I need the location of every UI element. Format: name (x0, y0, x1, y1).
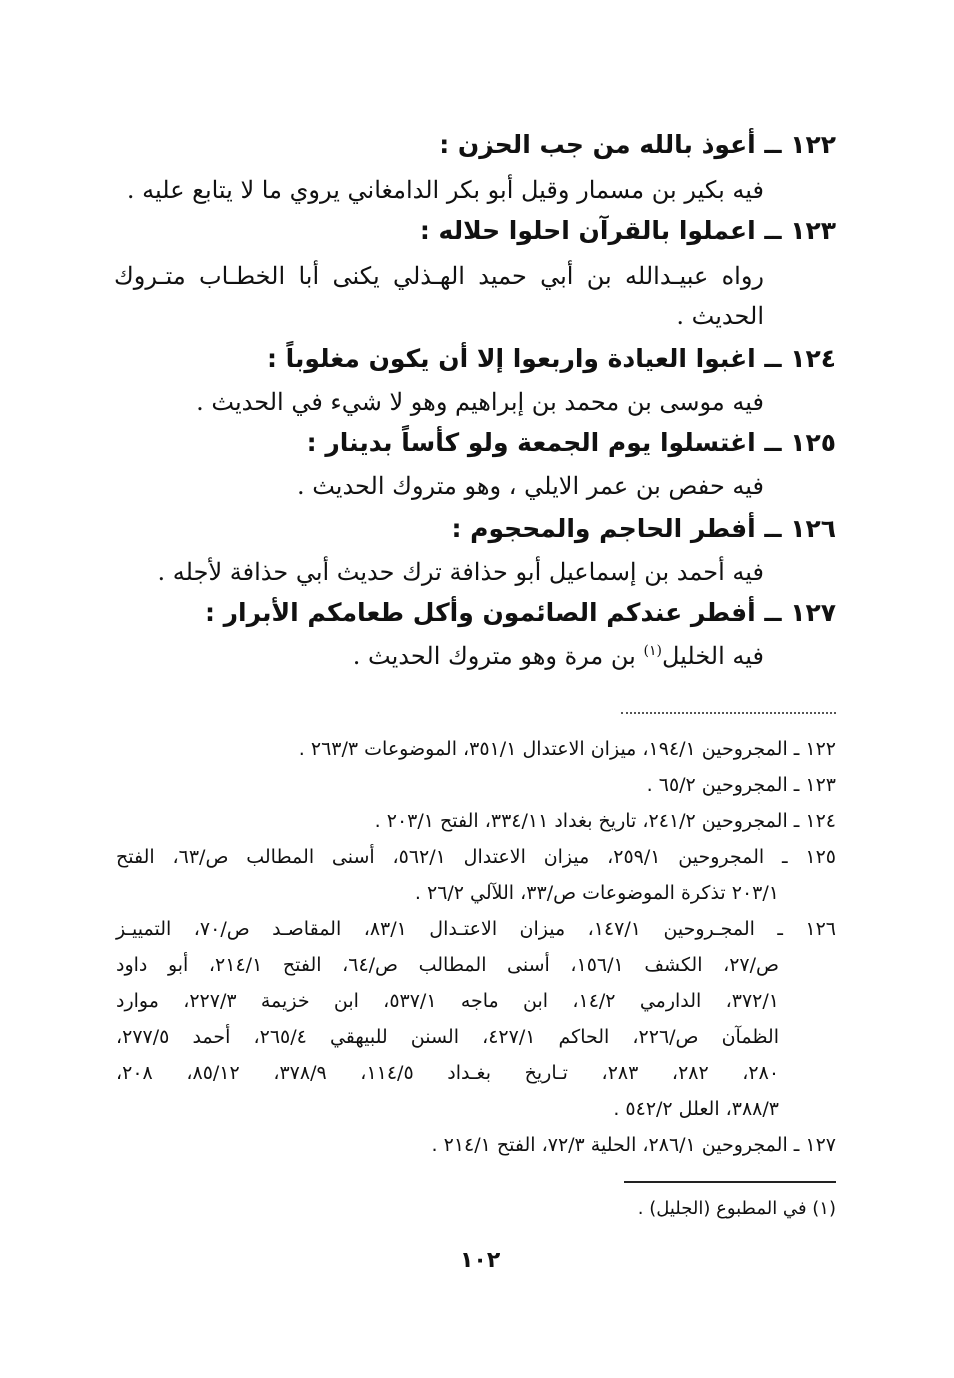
reference-122: ١٢٢ ـ المجروحين ١٩٤/١، ميزان الاعتدال ٣٥١/١، الموضوعات ٢٦٣/٣ . (298, 738, 836, 760)
reference-126-line3: ٣٧٢/١، الدارمي ١٤/٢، ابن ماجه ٥٣٧/١، ابن خزيمة ٢٢٧/٣، موارد (116, 990, 779, 1012)
entry-body-123-line2: الحديث . (676, 302, 764, 330)
entry-body-124: فيه موسى بن محمد بن إبراهيم وهو لا شيء في الحديث . (196, 388, 764, 416)
entry-title-126: ١٢٦ ــ أفطر الحاجم والمحجوم : (451, 514, 836, 543)
reference-126-line4: الظمآن ص/٢٢٦، الحاكم ٤٢٧/١، السنن للبيهقي ٢٦٥/٤، أحمد ٢٧٧/٥، (116, 1026, 779, 1048)
dotted-separator (621, 712, 836, 714)
entry-title-125: ١٢٥ ــ اغتسلوا يوم الجمعة ولو كأساً بدينار : (306, 428, 836, 457)
entry-body-127 (353, 642, 764, 670)
entry-body-127-before: فيه الخليل (661, 642, 764, 670)
entry-body-125: فيه حفص بن عمر الايلي ، وهو متروك الحديث . (296, 472, 764, 500)
reference-126-line6: ٣٨٨/٣، العلل ٥٤٢/٢ . (613, 1098, 779, 1120)
entry-body-127-after: بن مرة وهو متروك الحديث . (352, 642, 644, 670)
footnote-marker: (١) (643, 643, 662, 659)
entry-title-124: ١٢٤ ــ اغبوا العيادة واربعوا إلا أن يكون مغلوباً : (266, 344, 836, 373)
reference-127: ١٢٧ ـ المجروحين ٢٨٦/١، الحلية ٧٢/٣، الفتح ٢١٤/١ . (431, 1134, 836, 1156)
reference-125-line2: ٢٠٣/١ تذكرة الموضوعات ص/٣٣، اللآلي ٢٦/٢ . (414, 882, 779, 904)
reference-124: ١٢٤ ـ المجروحين ٢٤١/٢، تاريخ بغداد ٣٣٤/١١، الفتح ٢٠٣/١ . (374, 810, 836, 832)
footnote: (١) في المطبوع (الجليل) . (637, 1198, 836, 1219)
footnote-rule (624, 1181, 836, 1183)
entry-title-122: ١٢٢ ــ أعوذ بالله من جب الحزن : (439, 130, 836, 159)
reference-126-line2: ص/٢٧، الكشف ١٥٦/١، أسنى المطالب ص/٦٤، الفتح ٢١٤/١، أبو داود (116, 954, 779, 976)
entry-title-123: ١٢٣ ــ اعملوا بالقرآن احلوا حلاله : (419, 216, 836, 245)
entry-body-126: فيه أحمد بن إسماعيل أبو حذافة ترك حديث أبي حذافة لأجله . (157, 558, 764, 586)
entry-body-123-line1: رواه عبيـدالله بن أبي حميد الهـذلي يكنى أبا الخطـاب متـروك (114, 262, 764, 290)
page-number: ١٠٢ (460, 1248, 501, 1273)
reference-126-line5: ٢٨٠، ٢٨٢، ٢٨٣، تـاريخ بغـداد ١١٤/٥، ٣٧٨/٩، ٨٥/١٢، ٢٠٨، (116, 1062, 780, 1084)
entry-title-127: ١٢٧ ــ أفطر عندكم الصائمون وأكل طعامكم الأبرار : (204, 598, 836, 627)
reference-123: ١٢٣ ـ المجروحين ٦٥/٢ . (646, 774, 836, 796)
reference-126-line1: ١٢٦ ـ المجـروحين ١٤٧/١، ميزان الاعتـدال ٨٣/١، المقاصـد ص/٧٠، التمييـز (116, 918, 837, 940)
entry-body-122: فيه بكير بن مسمار وقيل أبو بكر الدامغاني يروي ما لا يتابع عليه . (126, 176, 764, 204)
reference-125-line1: ١٢٥ ـ المجروحين ٢٥٩/١، ميزان الاعتدال ٥٦٢/١، أسنى المطالب ص/٦٣، الفتح (116, 846, 836, 868)
